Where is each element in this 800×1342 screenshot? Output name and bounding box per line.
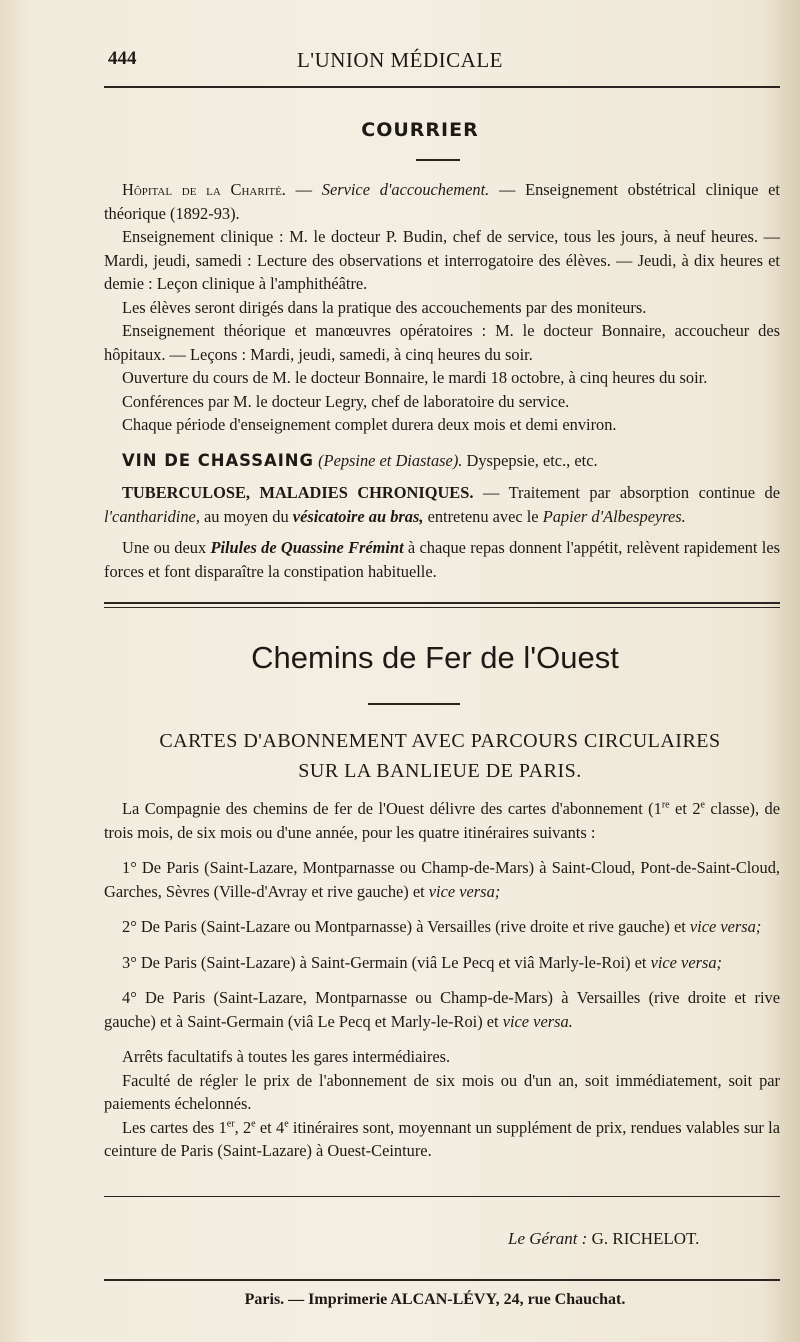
courrier-paragraph (104, 178, 780, 225)
pil-text: à chaque repas donnent l'appétit, relèvent rapidement les forces et font disparaître la constipation habituelle. (104, 538, 780, 581)
itinerary-1: 1° De Paris (Saint-Lazare, Montparnasse ou Champ-de-Mars) à Saint-Cloud, Pont-de-Saint-Cloud, Garches, Sèvres (Ville-d'Avray et rive gauche) et vice versa; (104, 858, 780, 901)
pil-text: Une ou deux (122, 538, 211, 557)
chemins-body (104, 797, 780, 1163)
chemins-title: Chemins de Fer de l'Ouest (251, 640, 619, 675)
courrier-paragraph: Enseignement théorique et manœuvres opératoires : M. le docteur Bonnaire, accoucheur des hôpitaux. — Leçons : Mardi, jeudi, samedi, à cinq heures du soir. (104, 321, 780, 364)
footer-rule (104, 1279, 780, 1281)
tub-papier: Papier d'Albespeyres. (542, 506, 686, 526)
courrier-paragraph: Enseignement clinique : M. le docteur P. Budin, chef de service, tous les jours, à neuf heures. — Mardi, jeudi, samedi : Lecture des observations et interrogatoire des élèves. — Jeudi, à dix heures et demie : Leçon clinique à l'amphithéâtre. (104, 227, 780, 293)
ad-tuberculose (104, 481, 780, 528)
courrier-paragraph: Les élèves seront dirigés dans la pratique des accouchements par des moniteurs. (122, 297, 647, 317)
header-rule (104, 86, 780, 88)
subtitle-line: SUR LA BANLIEUE DE PARIS. (298, 760, 582, 782)
subtitle-line: CARTES D'ABONNEMENT AVEC PARCOURS CIRCULAIRES (159, 730, 721, 752)
courrier-paragraph: Conférences par M. le docteur Legry, chef de laboratoire du service. (122, 391, 570, 411)
imprimerie-line: Paris. — Imprimerie ALCAN-LÉVY, 24, rue Chauchat. (244, 1291, 626, 1308)
section-rule-thin (104, 607, 780, 608)
section-heading-courrier: COURRIER (361, 119, 479, 141)
tub-vesicatoire: vésicatoire au bras, (292, 506, 424, 526)
pil-label: Pilules de Quassine Frémint (210, 538, 404, 557)
page-number: 444 (108, 48, 137, 69)
vin-rest: Dyspepsie, etc., etc. (462, 451, 598, 470)
tub-cantharidine: l'cantharidine, (104, 506, 200, 526)
cartes-text: Les cartes des 1er, 2e et 4e itinéraires sont, moyennant un supplément de prix, rendues valables sur la ceinture de Paris (Saint-Lazare) à Ouest-Ceinture. (104, 1117, 780, 1160)
vin-label: VIN DE CHASSAING (122, 451, 314, 470)
vin-paren: (Pepsine et Diastase). (318, 451, 463, 470)
tub-text: — Traitement par absorption continue de (473, 483, 780, 502)
itinerary-4: 4° De Paris (Saint-Lazare, Montparnasse ou Champ-de-Mars) à Versailles (rive droite et rive gauche) et à Saint-Germain (viâ Le Pecq et Marly-le-Roi) et vice versa. (104, 988, 780, 1031)
gerant-signature (508, 1229, 699, 1249)
chemins-intro: La Compagnie des chemins de fer de l'Ouest délivre des cartes d'abonnement (1re et 2e classe), de trois mois, de six mois ou d'une année, pour les quatre itinéraires suivants : (104, 799, 780, 842)
courrier-paragraph: Chaque période d'enseignement complet durera deux mois et demi environ. (122, 415, 617, 434)
separator: — (285, 180, 322, 199)
faculte-text: Faculté de régler le prix de l'abonnement de six mois ou d'un an, soit immédiatement, soit par paiements échelonnés. (104, 1070, 780, 1113)
section-rule (104, 1196, 780, 1197)
tub-text: entretenu avec le (423, 506, 543, 526)
journal-title: L'UNION MÉDICALE (296, 48, 503, 72)
gerant-name: G. RICHELOT. (587, 1229, 700, 1248)
gerant-label: Le Gérant : (508, 1229, 588, 1248)
itinerary-3: 3° De Paris (Saint-Lazare) à Saint-Germain (viâ Le Pecq et viâ Marly-le-Roi) et vice versa; (122, 952, 723, 972)
section-rule (104, 602, 780, 604)
hopital-label: Hôpital de la Charité. (122, 180, 286, 199)
itinerary-2: 2° De Paris (Saint-Lazare ou Montparnasse) à Versailles (rive droite et rive gauche) et vice versa; (122, 917, 762, 936)
service-name: Service d'accouchement. (321, 180, 490, 199)
hopital-rest: — Enseignement obstétrical clinique et théorique (1892-93). (104, 180, 780, 223)
ad-pilules (104, 536, 780, 583)
arrets-text: Arrêts facultatifs à toutes les gares intermédiaires. (122, 1047, 451, 1066)
courrier-paragraph: Ouverture du cours de M. le docteur Bonnaire, le mardi 18 octobre, à cinq heures du soir. (122, 368, 708, 387)
short-divider (416, 159, 460, 161)
tub-text: au moyen du (199, 506, 293, 526)
ad-vin (104, 449, 780, 473)
tub-label: TUBERCULOSE, MALADIES CHRONIQUES. (122, 483, 474, 502)
courrier-body (104, 178, 780, 437)
short-divider (368, 703, 460, 705)
chemins-subtitle (0, 726, 800, 786)
